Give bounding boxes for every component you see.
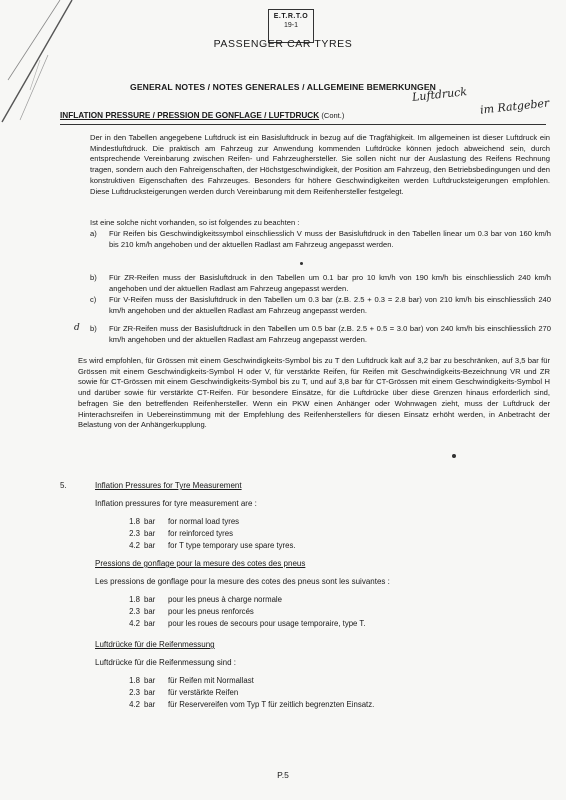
- pressure-row: [120, 595, 450, 606]
- pressure-value: 4.2: [129, 541, 140, 550]
- list-item-text: Für V-Reifen muss der Basisluftdruck in den Tabellen um 0.3 bar (z.B. 2.5 + 0.3 = 2.8 bar) von 210 km/h bis einschliesslich 240 km/h angehoben und der aktuellen Radlast am Fahrzeug angepasst werden.: [109, 295, 551, 315]
- pressure-desc: pour les pneus à charge normale: [168, 595, 282, 604]
- pressure-value: 1.8: [129, 517, 140, 526]
- pressure-unit: bar: [144, 700, 156, 709]
- pressure-row: [120, 700, 460, 711]
- pressure-unit: bar: [144, 595, 156, 604]
- pressure-row: [120, 541, 440, 552]
- french-lead: Les pressions de gonflage pour la mesure des cotes des pneus sont les suivantes :: [95, 577, 390, 586]
- handwritten-mark: d: [74, 323, 80, 333]
- list-item: [90, 229, 551, 273]
- pressure-desc: for reinforced tyres: [168, 529, 233, 538]
- pressure-value: 4.2: [129, 700, 140, 709]
- german-lead: Luftdrücke für die Reifenmessung sind :: [95, 658, 236, 667]
- list-item: [90, 273, 551, 295]
- inflation-pressure-heading: [60, 111, 344, 120]
- list-item-label: b): [90, 273, 97, 282]
- pressure-value: 4.2: [129, 619, 140, 628]
- pressure-row: [120, 607, 450, 618]
- document-title: PASSENGER CAR TYRES: [213, 38, 353, 50]
- section-title: Inflation Pressures for Tyre Measurement: [95, 481, 242, 490]
- list-item-label: b): [90, 324, 97, 333]
- pressure-unit: bar: [144, 688, 156, 697]
- list-item-text: Für ZR-Reifen muss der Basisluftdruck in den Tabellen um 0.5 bar (z.B. 2.5 + 0.5 = 3.0 bar) von 240 km/h bis einschliesslich 270 km/h angehoben und der aktuellen Radlast am Fahrzeug angepasst werden.: [109, 324, 551, 344]
- pressure-desc: for T type temporary use spare tyres.: [168, 541, 296, 550]
- pressure-unit: bar: [144, 517, 156, 526]
- pressure-row: [120, 688, 460, 699]
- list-item: [74, 323, 551, 357]
- pressure-unit: bar: [144, 607, 156, 616]
- pressure-unit: bar: [144, 541, 156, 550]
- scan-speck: [300, 262, 303, 265]
- pressure-desc: für Reifen mit Normallast: [168, 676, 254, 685]
- pressure-value: 1.8: [129, 595, 140, 604]
- pressure-row: [120, 619, 450, 630]
- intro-line: Ist eine solche nicht vorhanden, so ist folgendes zu beachten :: [90, 218, 300, 227]
- list-item-label: c): [90, 295, 97, 304]
- pressure-desc: pour les pneus renforcés: [168, 607, 254, 616]
- pressure-row: [120, 676, 460, 687]
- pressure-desc: pour les roues de secours pour usage temporaire, type T.: [168, 619, 366, 628]
- pressure-row: [120, 529, 440, 540]
- pressure-unit: bar: [144, 529, 156, 538]
- pressure-value: 2.3: [129, 607, 140, 616]
- pressure-desc: für Reservereifen vom Typ T für zeitlich begrenzten Einsatz.: [168, 700, 375, 709]
- pressure-value: 2.3: [129, 529, 140, 538]
- inflation-heading-cont: (Cont.): [321, 111, 345, 120]
- english-lead: Inflation pressures for tyre measurement are :: [95, 499, 257, 508]
- pressure-unit: bar: [144, 676, 156, 685]
- pressure-row: [120, 517, 440, 528]
- pressure-value: 1.8: [129, 676, 140, 685]
- section-number: 5.: [60, 481, 67, 490]
- german-heading: Luftdrücke für die Reifenmessung: [95, 640, 215, 649]
- handwritten-note-line1: Luftdruck: [411, 85, 468, 104]
- org-name: E.T.R.T.O: [273, 13, 309, 20]
- general-notes-heading: GENERAL NOTES / NOTES GENERALES / ALLGEMEINE BEMERKUNGEN: [130, 82, 436, 92]
- list-item-text: Für Reifen bis Geschwindigkeitssymbol einschliesslich V muss der Basisluftdruck in den Tabellen linear um 0.3 bar von 160 km/h bis 210 km/h angehoben und der aktuellen Radlast am Fahrzeug angepasst werden.: [109, 229, 551, 249]
- inflation-heading-main: INFLATION PRESSURE / PRESSION DE GONFLAGE / LUFTDRUCK: [60, 111, 320, 120]
- french-heading: Pressions de gonflage pour la mesure des cotes des pneus: [95, 559, 306, 568]
- recommendation-paragraph: Es wird empfohlen, für Grössen mit einem Geschwindigkeits-Symbol bis zu T den Luftdruck kalt auf 3,2 bar zu beschränken, auf 3,5 bar für Grössen mit einem Geschwindigkeits-Symbol H oder V, für verstärkte Reifen, für Reifen mit Geschwindigkeits-Bezeichnung VR und ZR sowie für CT-Grössen mit einem Geschwindigkeits-Symbol bis zu T, und auf 3,8 bar für CT-Grössen mit einem Geschwindigkeits-Symbol H und darüber sowie für verstärkte CT-Reifen. Für besondere Einsätze, für die Luftdrücke über diese Grenzen hinaus erforderlich sind, befragen Sie den betreffenden Reifenhersteller. Wenn ein PKW einen Anhänger oder Wohnwagen zieht, muss der Luftdruck der Hinterachsreifen in Uebereinstimmung mit der Empfehlung des Reifenherstellers für diesen Einsatz erhöht werden, in Anbetracht der Belastung von der Anhängerkupplung.: [78, 356, 550, 430]
- list-item-text: Für ZR-Reifen muss der Basisluftdruck in den Tabellen um 0.1 bar pro 10 km/h von 190 km/h bis einschliesslich 240 km/h angehoben und der aktuellen Radlast am Fahrzeug angepasst werden.: [109, 273, 551, 293]
- scan-speck: [452, 454, 456, 458]
- pressure-desc: für verstärkte Reifen: [168, 688, 239, 697]
- list-item-label: a): [90, 229, 97, 238]
- org-year: 19-1: [283, 22, 298, 29]
- main-paragraph: Der in den Tabellen angegebene Luftdruck ist ein Basisluftdruck in bezug auf die Tragfähigkeit. Im allgemeinen ist dieser Luftdruck ein Mindestluftdruck. Die praktisch am Fahrzeug zur Anwendung kommenden Luftdrücke können jedoch abweichend sein, durch entsprechende Vereinbarung zwischen Reifen- und Fahrzeughersteller. Sie sollen nicht nur der Auslastung des Reifens Rechnung tragen, sondern auch den Fahreigenschaften, der Höchstgeschwindigkeit, der Position am Fahrzeug, den Betriebsbedingungen und den konstruktiven Eigenschaften des Fahrzeuges. Besonders für höhere Geschwindigkeiten werden Luftdrucksteigerungen empfohlen. Diese Luftdrucksteigerungen werden durch Vereinbarung mit dem Reifenhersteller festgelegt.: [90, 133, 550, 196]
- heading-rule: [60, 124, 546, 125]
- pressure-desc: for normal load tyres: [168, 517, 240, 526]
- handwritten-note-line2: im Ratgeber: [479, 96, 550, 117]
- page-number: P.5: [277, 770, 289, 780]
- pressure-value: 2.3: [129, 688, 140, 697]
- pressure-unit: bar: [144, 619, 156, 628]
